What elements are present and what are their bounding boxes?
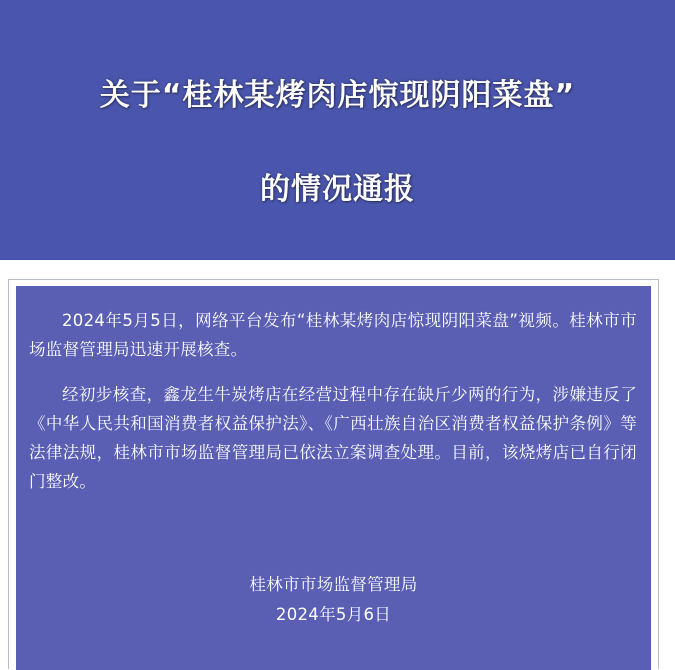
notice-title-line-2: 的情况通报 [260, 172, 415, 207]
notice-paragraph-1: 2024年5月5日，网络平台发布“桂林某烤肉店惊现阴阳菜盘”视频。桂林市市场监督管理局迅速开展核查。 [29, 311, 637, 359]
notice-paragraph-2: 经初步核查，鑫龙生牛炭烤店在经营过程中存在缺斤少两的行为，涉嫌违反了《中华人民共和国消费者权益保护法》、《广西壮族自治区消费者权益保护条例》等法律法规，桂林市市场监督管理局已依法立案调查处理。目前，该烧烤店已自行闭门整改。 [29, 385, 637, 491]
signature-date: 2024年5月6日 [275, 605, 392, 624]
header-banner [0, 0, 675, 260]
content-frame [8, 279, 659, 669]
notice-body-panel [16, 286, 651, 670]
signature-organization: 桂林市市场监督管理局 [249, 575, 418, 594]
notice-title-line-1: 关于“桂林某烤肉店惊现阴阳菜盘” [99, 78, 576, 113]
